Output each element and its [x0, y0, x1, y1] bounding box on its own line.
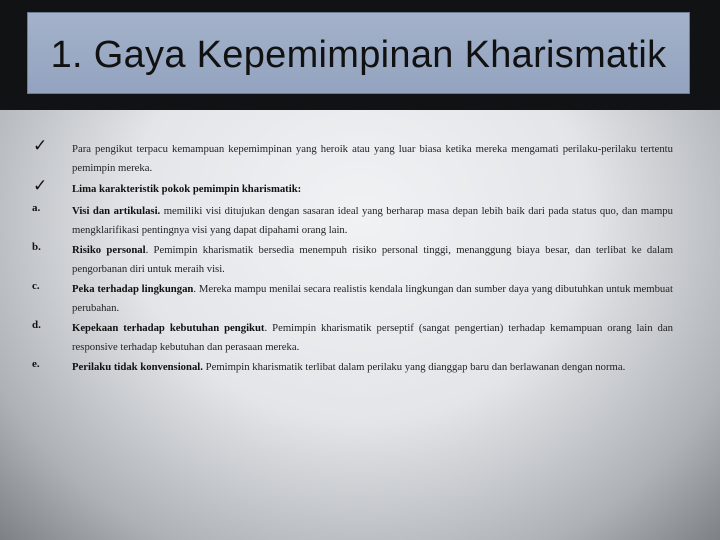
- item-lead: Visi dan artikulasi.: [72, 205, 161, 217]
- item-body: . Pemimpin kharismatik perseptif (sangat pengertian) terhadap kemampuan orang lain dan responsive terhadap kebutuhan dan perasaan mereka.: [72, 322, 673, 353]
- item-text: [72, 180, 673, 199]
- item-lead: Risiko personal: [72, 244, 146, 256]
- item-marker: c.: [32, 280, 40, 292]
- item-body: Pemimpin kharismatik terlibat dalam perilaku yang dianggap baru dan berlawanan dengan norma.: [202, 361, 626, 373]
- item-text: [72, 202, 673, 240]
- title-bar: [0, 0, 720, 110]
- item-marker: e.: [32, 358, 40, 370]
- item-lead: Lima karakteristik pokok pemimpin kharismatik:: [72, 183, 302, 195]
- item-lead: Peka terhadap lingkungan: [72, 283, 194, 295]
- item-body: Para pengikut terpacu kemampuan kepemimpinan yang heroik atau yang luar biasa ketika mereka mengamati perilaku-perilaku tertentu pemimpin mereka.: [72, 143, 673, 174]
- item-marker: a.: [32, 202, 41, 214]
- item-lead: Kepekaan terhadap kebutuhan pengikut: [72, 322, 265, 334]
- item-body: . Mereka mampu menilai secara realistis kendala lingkungan dan sumber daya yang dibutuhkan untuk membuat perubahan.: [72, 283, 673, 314]
- item-body: memiliki visi ditujukan dengan sasaran ideal yang berharap masa depan lebih baik dari pada status quo, dan mampu mengklarifikasi pentingnya visi yang dapat dipahami orang lain.: [72, 205, 673, 236]
- slide-content: [0, 110, 720, 540]
- item-text: [72, 280, 673, 318]
- check-icon: ✓: [33, 176, 48, 196]
- item-text: [72, 319, 673, 357]
- item-body: . Pemimpin kharismatik bersedia menempuh risiko personal tinggi, menanggung biaya besar, dan terlibat ke dalam pengorbanan diri untuk meraih visi.: [72, 244, 674, 275]
- item-text: [72, 140, 673, 178]
- item-text: [72, 358, 673, 377]
- item-lead: Perilaku tidak konvensional.: [72, 361, 203, 373]
- item-marker: b.: [32, 241, 41, 253]
- check-icon: ✓: [33, 136, 48, 156]
- item-marker: d.: [32, 319, 41, 331]
- item-text: [72, 241, 673, 279]
- title-box: [27, 12, 690, 94]
- slide-title: 1. Gaya Kepemimpinan Kharismatik: [50, 33, 667, 76]
